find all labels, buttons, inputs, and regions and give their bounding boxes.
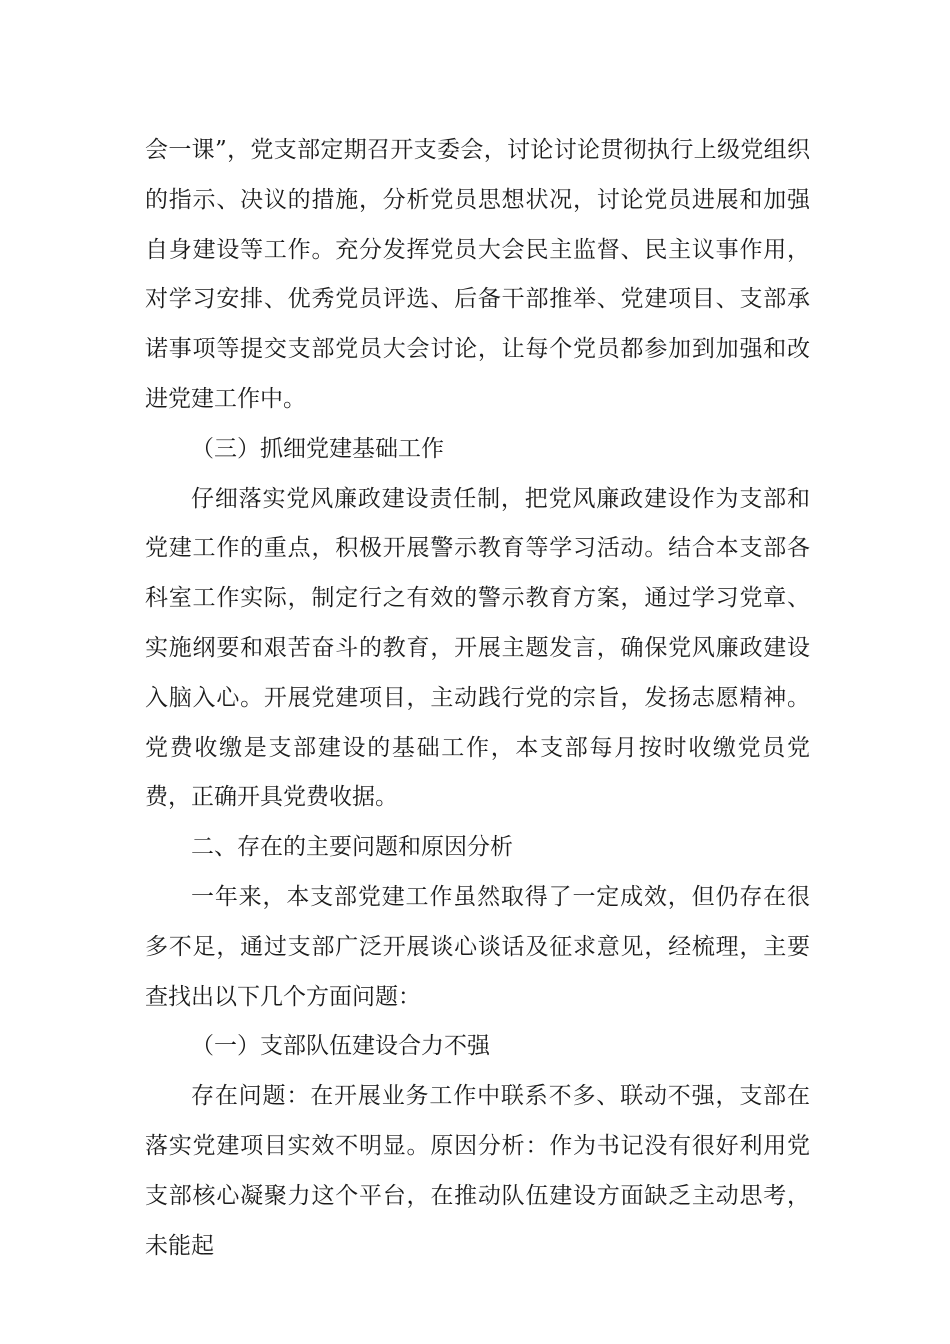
paragraph-continued: 会一课”，党支部定期召开支委会，讨论讨论贯彻执行上级党组织的指示、决议的措施，分析党员思想状况，讨论党员进展和加强自身建设等工作。充分发挥党员大会民主监督、民主议事作用，对学习安排、优秀党员评选、后备干部推举、党建项目、支部承诺事项等提交支部党员大会讨论，让每个党员都参加到加强和改进党建工作中。	[145, 137, 810, 412]
section-heading-three: （三）抓细党建基础工作	[191, 435, 444, 462]
paragraph-party-discipline: 仔细落实党风廉政建设责任制，把党风廉政建设作为支部和党建工作的重点，积极开展警示教育等学习活动。结合本支部各科室工作实际，制定行之有效的警示教育方案，通过学习党章、实施纲要和艰苦奋斗的教育，开展主题发言，确保党风廉政建设入脑入心。开展党建项目，主动践行党的宗旨，发扬志愿精神。党费收缴是支部建设的基础工作，本支部每月按时收缴党员党费，正确开具党费收据。	[145, 485, 810, 811]
section-heading-one: （一）支部队伍建设合力不强	[191, 1033, 490, 1060]
paragraph-problems-intro: 一年来，本支部党建工作虽然取得了一定成效，但仍存在很多不足，通过支部广泛开展谈心谈话及征求意见，经梳理，主要查找出以下几个方面问题：	[145, 883, 810, 1010]
section-heading-problems: 二、存在的主要问题和原因分析	[191, 834, 513, 861]
paragraph-team-building: 存在问题：在开展业务工作中联系不多、联动不强，支部在落实党建项目实效不明显。原因分析：作为书记没有很好利用党支部核心凝聚力这个平台，在推动队伍建设方面缺乏主动思考，未能起	[145, 1083, 810, 1259]
document-body	[145, 126, 810, 1271]
